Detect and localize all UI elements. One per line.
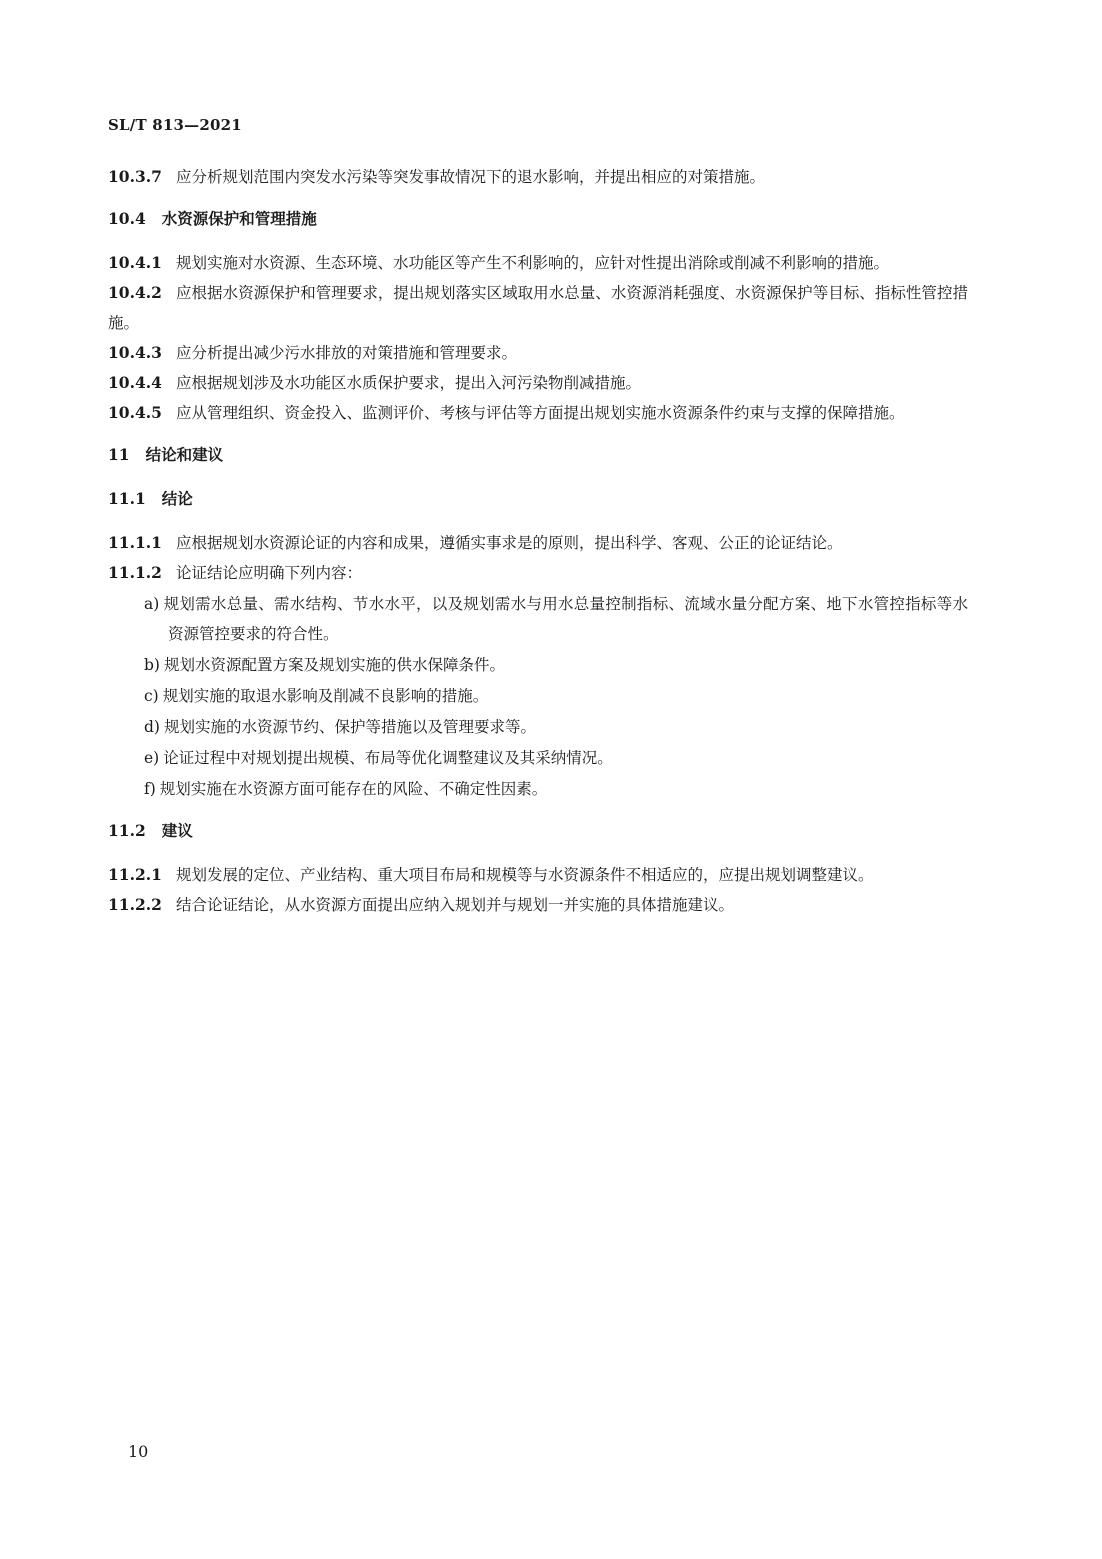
list-marker: b) — [144, 656, 160, 674]
section-heading-11-1 — [108, 484, 968, 514]
clause-text: 应根据规划涉及水功能区水质保护要求，提出入河污染物削减措施。 — [175, 374, 641, 392]
list-marker: d) — [144, 718, 160, 736]
clause-text: 规划发展的定位、产业结构、重大项目布局和规模等与水资源条件不相适应的，应提出规划调整建议。 — [175, 866, 874, 884]
list-item-text: 规划实施的取退水影响及削减不良影响的措施。 — [162, 687, 489, 705]
list-item-text: 规划实施在水资源方面可能存在的风险、不确定性因素。 — [159, 780, 548, 798]
clause-number: 11.1.2 — [108, 563, 162, 582]
clause-text: 应分析规划范围内突发水污染等突发事故情况下的退水影响，并提出相应的对策措施。 — [175, 168, 765, 186]
clause-11-2-1 — [108, 860, 968, 890]
section-title: 建议 — [161, 821, 193, 840]
document-body — [108, 162, 968, 920]
clause-11-1-1 — [108, 528, 968, 558]
clause-number: 10.4.1 — [108, 253, 162, 272]
list-item — [108, 712, 968, 742]
section-heading-10-4 — [108, 204, 968, 234]
clause-text: 规划实施对水资源、生态环境、水功能区等产生不利影响的，应针对性提出消除或削减不利影响的措施。 — [175, 254, 889, 272]
clause-10-3-7 — [108, 162, 968, 192]
clause-10-4-1 — [108, 248, 968, 278]
clause-11-2-2 — [108, 890, 968, 920]
list-marker: a) — [144, 595, 160, 613]
clause-10-4-5 — [108, 398, 968, 428]
list-item-text: 规划需水总量、需水结构、节水水平，以及规划需水与用水总量控制指标、流域水量分配方案、地下水管控指标等水资源管控要求的符合性。 — [163, 595, 968, 643]
section-heading-11 — [108, 440, 968, 470]
section-title: 水资源保护和管理措施 — [161, 209, 317, 228]
clause-text: 应分析提出减少污水排放的对策措施和管理要求。 — [175, 344, 517, 362]
clause-text: 应根据规划水资源论证的内容和成果，遵循实事求是的原则，提出科学、客观、公正的论证结论。 — [175, 534, 843, 552]
section-heading-11-2 — [108, 816, 968, 846]
page-number: 10 — [128, 1442, 149, 1461]
list-item — [108, 774, 968, 804]
clause-text: 论证结论应明确下列内容： — [175, 564, 362, 582]
clause-11-1-2 — [108, 558, 968, 588]
clause-text: 应根据水资源保护和管理要求，提出规划落实区域取用水总量、水资源消耗强度、水资源保护等目标、指标性管控措施。 — [108, 284, 968, 332]
section-number: 11.2 — [108, 821, 146, 840]
conclusion-list — [108, 589, 968, 804]
section-number: 11 — [108, 445, 130, 464]
list-item-text: 论证过程中对规划提出规模、布局等优化调整建议及其采纳情况。 — [163, 749, 613, 767]
list-marker: f) — [144, 780, 156, 798]
section-number: 11.1 — [108, 489, 146, 508]
clause-number: 11.2.2 — [108, 895, 162, 914]
section-title: 结论 — [161, 489, 193, 508]
clause-number: 10.4.5 — [108, 403, 162, 422]
clause-10-4-4 — [108, 368, 968, 398]
list-item-text: 规划水资源配置方案及规划实施的供水保障条件。 — [163, 656, 505, 674]
list-item-text: 规划实施的水资源节约、保护等措施以及管理要求等。 — [163, 718, 536, 736]
list-item — [108, 589, 968, 649]
clause-number: 10.4.2 — [108, 283, 162, 302]
clause-number: 11.2.1 — [108, 865, 162, 884]
clause-text: 结合论证结论，从水资源方面提出应纳入规划并与规划一并实施的具体措施建议。 — [175, 896, 734, 914]
clause-number: 11.1.1 — [108, 533, 162, 552]
list-item — [108, 681, 968, 711]
clause-number: 10.3.7 — [108, 167, 162, 186]
clause-text: 应从管理组织、资金投入、监测评价、考核与评估等方面提出规划实施水资源条件约束与支撑的保障措施。 — [175, 404, 905, 422]
list-marker: c) — [144, 687, 159, 705]
clause-number: 10.4.3 — [108, 343, 162, 362]
list-marker: e) — [144, 749, 160, 767]
standard-code: SL/T 813—2021 — [108, 116, 242, 134]
section-number: 10.4 — [108, 209, 146, 228]
section-title: 结论和建议 — [145, 445, 224, 464]
list-item — [108, 650, 968, 680]
clause-10-4-2 — [108, 278, 968, 338]
clause-number: 10.4.4 — [108, 373, 162, 392]
list-item — [108, 743, 968, 773]
clause-10-4-3 — [108, 338, 968, 368]
